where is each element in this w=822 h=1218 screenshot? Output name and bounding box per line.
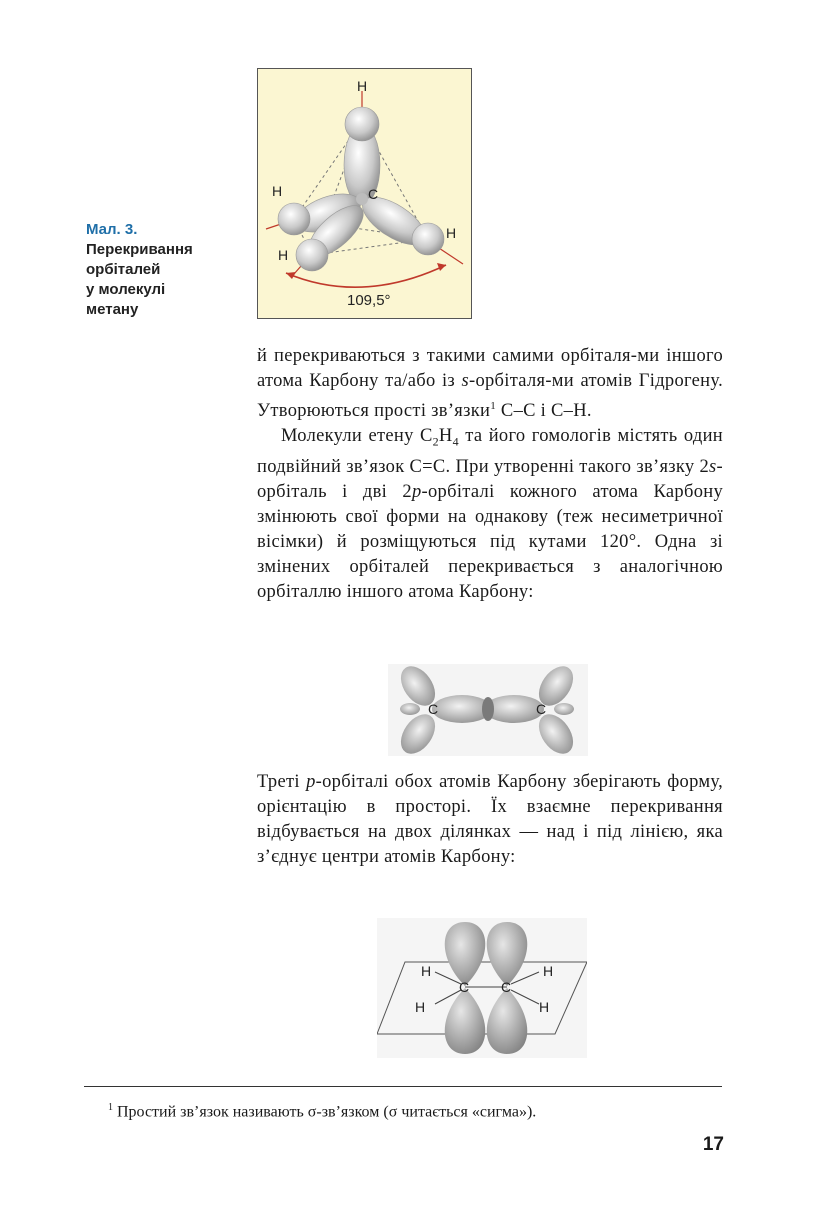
orbital-letter: p (411, 481, 422, 502)
pi-overlap-diagram (377, 918, 587, 1058)
text-run: -орбіталя-ми атомів Гідрогену. Утворюються прості зв’язки (257, 371, 723, 422)
atom-label-c-left: C (428, 701, 439, 717)
figure-caption-number: Мал. 3. (86, 221, 138, 238)
atom-label-c-right: C (536, 701, 547, 717)
orbital-letter: s (461, 371, 469, 391)
sigma-overlap-diagram (388, 664, 588, 756)
atom-label-c-left: C (459, 979, 470, 995)
methane-orbital-figure (257, 68, 472, 319)
text-run: Треті (257, 772, 307, 792)
figure-caption-line: орбіталей (86, 261, 161, 278)
angle-label: 109,5° (347, 292, 391, 309)
text-run: та його гомологів містять один подвійний зв’язок C=C. При утворенні такого зв’язку 2 (257, 426, 723, 477)
figure-caption-line: Перекривання (86, 241, 193, 258)
atom-label-h-top-left: H (421, 963, 432, 979)
footnote-divider (84, 1086, 722, 1087)
orbital-letter: s (709, 456, 717, 477)
orbital-letter: p (306, 772, 316, 792)
footnote-marker: 1 (108, 1102, 113, 1113)
methane-orbital-diagram (258, 69, 471, 318)
paragraph-3 (257, 770, 723, 870)
pi-overlap-figure (377, 918, 587, 1058)
footnote-text: Простий зв’язок називають σ-зв’язком (σ читається «сигма»). (117, 1103, 537, 1121)
text-run: й перекриваються з такими самими орбіталя-ми іншого атома Карбону та/або із (257, 346, 723, 391)
text-run: -орбіталі обох атомів Карбону зберігають форму, орієнтацію в просторі. Їх взаємне перекривання відбувається на двох ділянках — над і під лінією, яка з’єднує центри атомів Карбону: (257, 772, 723, 867)
text-run: -орбіталь і дві 2 (257, 456, 723, 502)
atom-label-h-right: H (446, 225, 457, 241)
text-run: C–C і C–H. (496, 401, 592, 422)
figure-caption (86, 220, 236, 320)
text-run: H (438, 426, 453, 447)
atom-label-h-top-right: H (543, 963, 554, 979)
paragraph-1 (257, 344, 723, 424)
figure-caption-line: метану (86, 301, 139, 318)
paragraph-2 (257, 424, 723, 605)
page-number: 17 (702, 1134, 724, 1155)
orbital-lobes (278, 107, 444, 271)
atom-label-h-bottom-left: H (415, 999, 426, 1015)
formula-subscript: 2 (432, 434, 439, 449)
angle-arrow-head (437, 263, 446, 271)
body-text-bottom (257, 770, 723, 870)
atom-label-h-top: H (357, 78, 368, 94)
text-run: -орбіталі кожного атома Карбону змінюють свої форми на однакову (теж несиметричної вісімки) й розміщуються під кутами 120°. Одна зі змінених орбіталей перекривається з аналогічною орбіталлю іншого атома Карбону: (257, 481, 723, 602)
atom-label-h-bottom-right: H (539, 999, 550, 1015)
text-run: Молекули етену C (281, 426, 433, 447)
footnote-reference: 1 (490, 400, 496, 412)
sigma-overlap-figure (388, 664, 588, 756)
footnote (108, 1098, 728, 1122)
atom-label-carbon: C (368, 186, 379, 202)
body-text-top (257, 344, 723, 605)
atom-label-c-right: C (501, 979, 512, 995)
atom-label-h-bottom: H (278, 247, 289, 263)
atom-label-h-left: H (272, 183, 283, 199)
formula-subscript: 4 (452, 434, 459, 449)
figure-caption-line: у молекулі (86, 281, 166, 298)
